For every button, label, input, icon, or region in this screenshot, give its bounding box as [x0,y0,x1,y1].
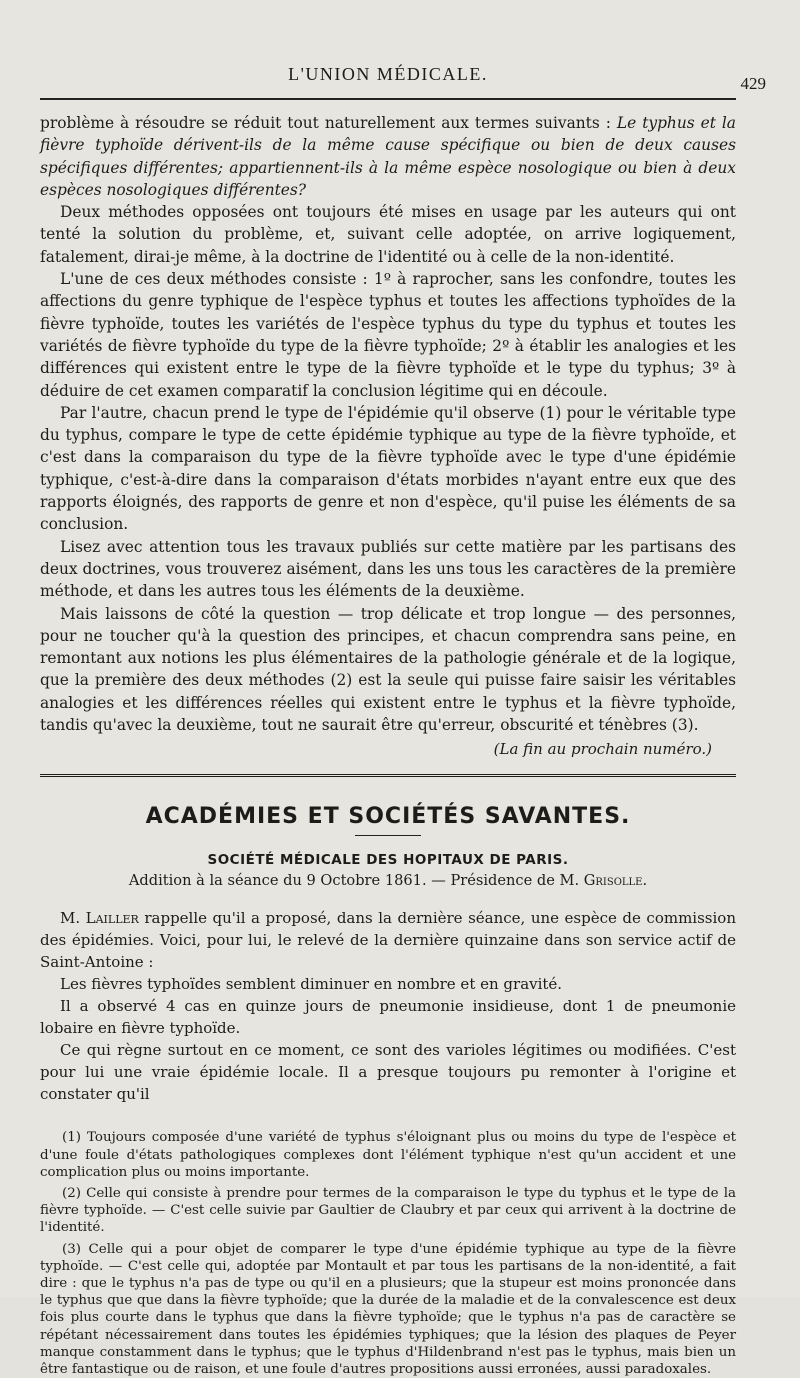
next-issue-note: (La fin au prochain numéro.) [493,740,712,759]
article-paragraph [40,603,736,737]
footnote: (1) Toujours composée d'une variété de typhus s'éloignant plus ou moins du type de l'espèce et d'une foule d'états pathologiques complexes dont l'élément typhique n'est qu'un accident et une complication plus ou moins importante. [40,1130,736,1180]
header-rule [40,98,736,100]
paragraph-text: L'une de ces deux méthodes consiste : 1º à raprocher, sans les confondre, toutes les affections du genre typhique de l'espèce typhus et toutes les affections typhoïdes de la fièvre typhoïde, toutes les variétés de l'espèce typhus du type du typhus et toutes les variétés de fièvre typhoïde du type de la fièvre typhoïde; 2º à établir les analogies et les différences qui existent entre le type de la fièvre typhoïde et le type du typhus; 3º à déduire de cet examen comparatif la conclusion légitime qui en découle. [40,270,736,400]
article-paragraph [40,268,736,402]
running-title: L'UNION MÉDICALE. [288,64,488,84]
subtitle-prefix: Addition à la séance du 9 Octobre 1861. — Présidence de M. [128,872,584,890]
paragraph-text: Les fièvres typhoïdes semblent diminuer en nombre et en gravité. [60,975,563,994]
paragraph-text: Deux méthodes opposées ont toujours été mises en usage par les auteurs qui ont tenté la solution du problème, et, suivant celle adoptée, on arrive logiquement, fatalement, dirai-je même, à la doctrine de l'identité ou à celle de la non-identité. [40,203,736,266]
society-paragraph [40,995,736,1039]
society-title: SOCIÉTÉ MÉDICALE DES HOPITAUX DE PARIS. [207,852,569,869]
title-underline [355,835,421,836]
article-paragraph [40,402,736,536]
running-head [40,0,766,93]
society-paragraph [40,973,736,995]
paragraph-text: Lisez avec attention tous les travaux publiés sur cette matière par les partisans des deux doctrines, vous trouverez aisément, dans les uns tous les caractères de la première méthode, et dans les autres tous les éléments de la deuxième. [40,537,736,601]
footnotes [40,1129,736,1378]
page-number: 429 [740,74,766,93]
society-paragraph [40,907,736,973]
paragraph-text: Par l'autre, chacun prend le type de l'épidémie qu'il observe (1) pour le véritable type du typhus, compare le type de cette épidémie typhique au type de la fièvre typhoïde, et c'est dans la comparaison du type de la fièvre typhoïde avec le type d'une épidémie typhique, c'est-à-dire dans la comparaison d'états morbides n'ayant entre eux que des rapports éloignés, des rapports de genre et non d'espèce, qu'il puise les éléments de sa conclusion. [40,403,736,534]
president-name: Grisolle [583,872,643,890]
article-paragraph [40,536,736,603]
section-title: ACADÉMIES ET SOCIÉTÉS SAVANTES. [145,804,631,830]
paragraph-text: M. [60,909,86,928]
paragraph-text: Il a observé 4 cas en quinze jours de pneumonie insidieuse, dont 1 de pneumonie lobaire en fièvre typhoïde. [40,997,736,1038]
footnote: (2) Celle qui consiste à prendre pour termes de la comparaison le type du typhus et le type de la fièvre typhoïde. — C'est celle suivie par Gaultier de Claubry et par ceux qui arrivent à la doctrine de l'identité. [40,1185,736,1236]
session-subtitle [40,872,736,889]
paragraph-text: Ce qui règne surtout en ce moment, ce sont des varioles légitimes ou modifiées. C'est pour lui une vraie épidémie locale. Il a presque toujours pu remonter à l'origine et constater qu'il [40,1041,736,1104]
society-paragraph [40,1039,736,1105]
article-paragraph [40,112,736,201]
section-divider [40,774,736,780]
article-body [40,112,736,760]
footnote: (3) Celle qui a pour objet de comparer le type d'une épidémie typhique au type de la fièvre typhoïde. — C'est celle qui, adoptée par Montault et par tous les partisans de la non-identité, a fait dire : que le typhus n'a pas de type ou qu'il en a plusieurs; que la stupeur est moins prononcée dans le typhus que que dans la fièvre typhoïde; que la durée de la maladie et de la convalescence est deux fois plus courte dans le typhus que dans la fièvre typhoïde; que le typhus n'a pas de caractère se répétant nécessairement dans toutes les épidémies typhiques; que la lésion des plaques de Peyer manque constamment dans le typhus; que le typhus d'Hildenbrand n'est pas le typhus, mais bien un être fantastique ou de raison, et une foule d'autres propositions aussi erronées, aussi paradoxales. [40,1241,736,1377]
subtitle-suffix: . [642,872,648,890]
speaker-name: Lailler [85,909,139,928]
society-report [40,907,736,1105]
paragraph-text: rappelle qu'il a proposé, dans la dernière séance, une espèce de commission des épidémies. Voici, pour lui, le relevé de la dernière quinzaine dans son service actif de Saint-Antoine : [40,909,736,972]
paragraph-text: problème à résoudre se réduit tout naturellement aux termes suivants : [40,114,617,132]
article-paragraphs [40,112,736,736]
article-paragraph [40,201,736,268]
paragraph-text: Mais laissons de côté la question — trop délicate et trop longue — des personnes, pour ne toucher qu'à la question des principes, et chacun comprendra sans peine, en remontant aux notions les plus élémentaires de la pathologie générale et de la logique, que la première des deux méthodes (2) est la seule qui puisse faire saisir les véritables analogies et les différences réelles qui existent entre le typhus et la fièvre typhoïde, tandis qu'avec la deuxième, tout ne saurait être qu'erreur, obscurité et ténèbres (3). [40,604,736,735]
italic-text: Le typhus et la fièvre typhoïde dérivent-ils de la même cause spécifique ou bien de deux causes spécifiques différentes; appartiennent-ils à la même espèce nosologique ou bien à deux espèces nosologiques différentes? [40,114,736,199]
